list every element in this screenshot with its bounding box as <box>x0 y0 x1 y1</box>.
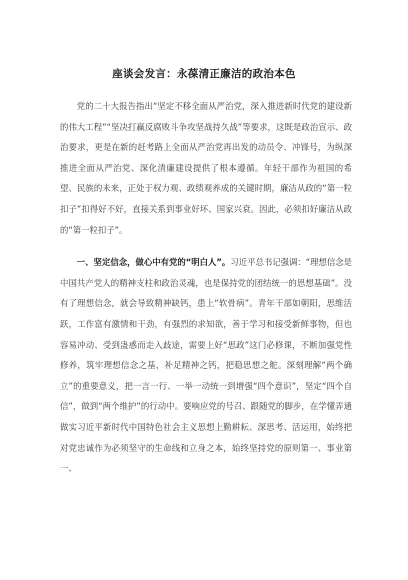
intro-paragraph <box>60 96 352 240</box>
section-one-text: 习近平总书记强调：“理想信念是中国共产党人的精神支柱和政治灵魂，也是保持党的团结统一的思想基础”。没有了理想信念，就会导致精神缺钙，患上“软骨病”。青年干部如朝阳，思维活跃，工作富有激情和干劲，有强烈的求知欲，善于学习和接受新鲜事物，但也容易冲动、受到蛊惑而走入歧途，需要上好“思政”这门必修课，不断加强党性修养，筑牢理想信念之基，补足精神之钙，把稳思想之舵。深刻理解“两个确立”的重要意义，把一言一行、一举一动统一到增强“四个意识”，坚定“四个自信”，做到“两个维护”的行动中。要响应党的号召、跟随党的脚步，在学懂弄通做实习近平新时代中国特色社会主义思想上勤耕耘、深思考、活运用，始终把对党忠诚作为必须坚守的生命线和立身之本，始终坚持党的原则第一、事业第一、 <box>60 257 352 474</box>
document-body <box>60 96 352 479</box>
document-title: 座谈会发言：永葆清正廉洁的政治本色 <box>112 68 296 80</box>
section-one-heading: 一、坚定信念，做心中有党的“明白人”。 <box>76 257 231 268</box>
intro-paragraph-text: 党的二十大报告指出“坚定不移全面从严治党，深入推进新时代党的建设新的伟大工程”“坚决打赢反腐败斗争攻坚战持久战”等要求，这既是政治宣示、政治要求，更是在新的赶考路上全面从严治党再出发的动员令、冲锋号，为纵深推进全面从严治党、深化清廉建设提供了根本遵循。年轻干部作为祖国的希望、民族的未来，正处于权力观、政绩观养成的关键时期，廉洁从政的“第一粒扣子”扣得好不好，直接关系到事业好坏、国家兴衰。因此，必须扣好廉洁从政的“第一粒扣子”。 <box>60 101 352 235</box>
section-one-paragraph <box>60 252 352 479</box>
